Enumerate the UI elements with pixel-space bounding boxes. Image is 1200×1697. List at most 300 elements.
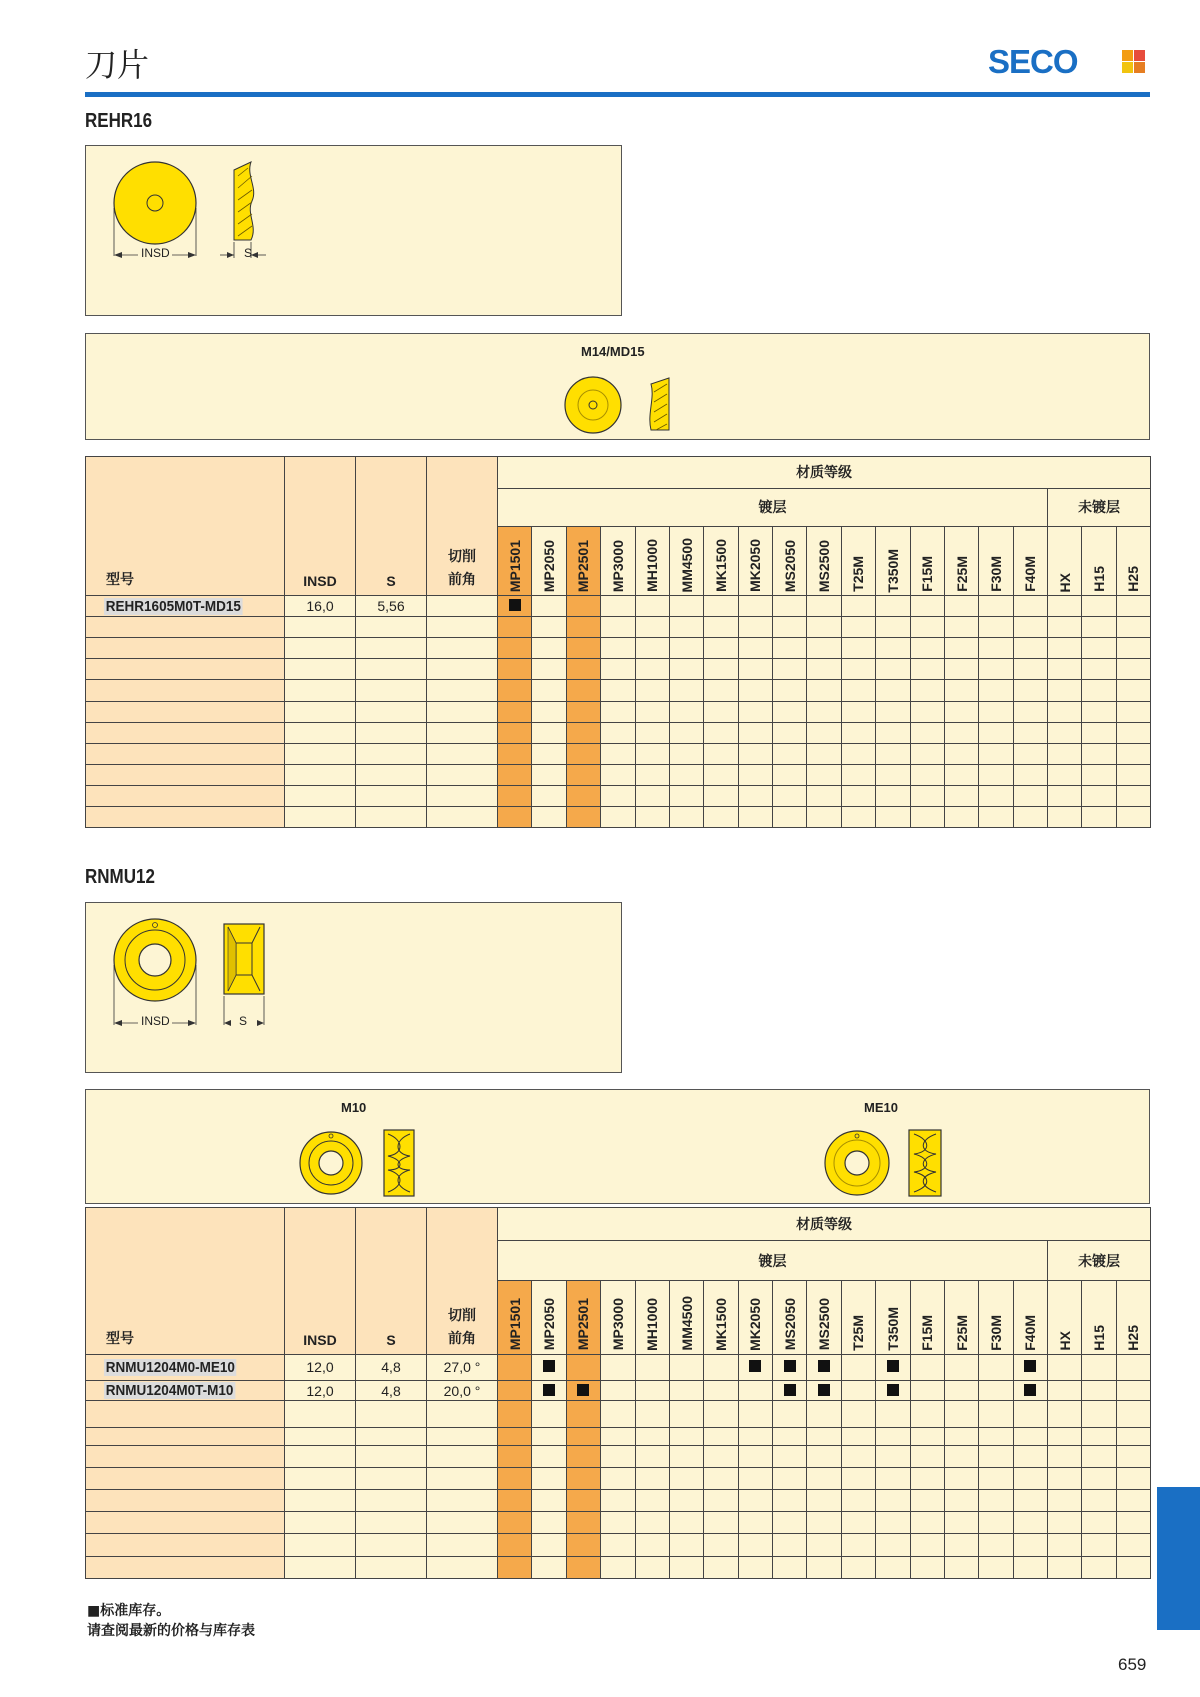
- stock-cell-mp2050: [532, 1556, 566, 1578]
- stock-cell-t25m: [841, 1490, 875, 1512]
- stock-cell-f15m: [910, 617, 944, 638]
- stock-cell-f25m: [944, 722, 978, 743]
- stock-cell-ms2050: [773, 1354, 807, 1381]
- stock-cell-mp1501: [498, 743, 532, 764]
- stock-cell-mh1000: [635, 596, 669, 617]
- grade-group-header: 材质等级: [498, 1208, 1151, 1241]
- stock-cell-mk2050: [738, 1381, 772, 1401]
- grade-header-ms2050: MS2050: [773, 526, 807, 596]
- stock-cell-mp3000: [601, 1512, 635, 1534]
- stock-cell-mk1500: [704, 1401, 738, 1428]
- stock-cell-f30m: [979, 701, 1013, 722]
- cell-s: [356, 638, 427, 659]
- stock-cell-mk2050: [738, 1556, 772, 1578]
- stock-cell-t25m: [841, 638, 875, 659]
- stock-cell-f30m: [979, 722, 1013, 743]
- stock-cell-mm4500: [669, 1534, 703, 1556]
- stock-cell-mp3000: [601, 1401, 635, 1428]
- stock-cell-mk1500: [704, 680, 738, 701]
- stock-cell-ms2050: [773, 1534, 807, 1556]
- stock-cell-t350m: [876, 596, 910, 617]
- grade-header-h25: H25: [1116, 1281, 1150, 1354]
- grade-header-f25m: F25M: [944, 1281, 978, 1354]
- stock-cell-ms2500: [807, 764, 841, 785]
- stock-cell-hx: [1048, 1401, 1082, 1428]
- stock-cell-mh1000: [635, 1534, 669, 1556]
- cell-model: [86, 785, 285, 806]
- stock-cell-mk1500: [704, 806, 738, 827]
- stock-cell-mk1500: [704, 638, 738, 659]
- variant-label-me10: ME10: [864, 1100, 898, 1115]
- cell-angle: [427, 806, 498, 827]
- cell-model: [86, 1354, 285, 1381]
- stock-cell-f40m: [1013, 1490, 1047, 1512]
- stock-cell-mm4500: [669, 722, 703, 743]
- stock-cell-mp2501: [566, 659, 600, 680]
- stock-cell-t25m: [841, 1401, 875, 1428]
- stock-cell-mm4500: [669, 701, 703, 722]
- stock-cell-ms2050: [773, 1427, 807, 1445]
- stock-cell-mm4500: [669, 1490, 703, 1512]
- stock-cell-f25m: [944, 806, 978, 827]
- stock-cell-mk1500: [704, 785, 738, 806]
- stock-cell-ms2050: [773, 659, 807, 680]
- cell-angle: 27,0 °: [427, 1354, 498, 1381]
- stock-cell-t25m: [841, 1467, 875, 1489]
- stock-cell-t25m: [841, 743, 875, 764]
- grade-header-f15m: F15M: [910, 1281, 944, 1354]
- stock-cell-mp1501: [498, 1381, 532, 1401]
- stock-legend: ■标准库存。: [87, 1603, 171, 1619]
- stock-cell-f25m: [944, 680, 978, 701]
- section-title-rnmu12: RNMU12: [85, 866, 155, 888]
- stock-cell-mk2050: [738, 806, 772, 827]
- stock-cell-t25m: [841, 1534, 875, 1556]
- grade-header-mp2050: MP2050: [532, 1281, 566, 1354]
- cell-model: [86, 1467, 285, 1489]
- cell-insd: [285, 806, 356, 827]
- cell-s: [356, 617, 427, 638]
- cell-s: [356, 764, 427, 785]
- stock-cell-ms2500: [807, 1556, 841, 1578]
- stock-cell-mp2050: [532, 1445, 566, 1467]
- stock-cell-mp3000: [601, 764, 635, 785]
- stock-cell-mm4500: [669, 1381, 703, 1401]
- stock-mark-icon: [887, 1384, 899, 1396]
- table-row: [86, 1467, 1151, 1489]
- stock-cell-t350m: [876, 1445, 910, 1467]
- cell-insd: [285, 680, 356, 701]
- cell-model: [86, 1445, 285, 1467]
- stock-cell-hx: [1048, 1427, 1082, 1445]
- stock-cell-mh1000: [635, 1490, 669, 1512]
- stock-cell-f25m: [944, 617, 978, 638]
- stock-cell-f30m: [979, 1490, 1013, 1512]
- grade-header-mh1000: MH1000: [635, 1281, 669, 1354]
- cell-insd: [285, 743, 356, 764]
- cell-insd: [285, 1427, 356, 1445]
- stock-cell-f15m: [910, 1556, 944, 1578]
- cell-model: [86, 1427, 285, 1445]
- stock-cell-h15: [1082, 1556, 1116, 1578]
- stock-cell-hx: [1048, 1534, 1082, 1556]
- stock-cell-mp3000: [601, 1556, 635, 1578]
- grade-header-f25m: F25M: [944, 526, 978, 596]
- cell-insd: [285, 638, 356, 659]
- stock-cell-mp2050: [532, 1401, 566, 1428]
- col-header-insd: INSD: [285, 457, 356, 596]
- rnmu12-dimension-drawing: [86, 903, 621, 1072]
- stock-cell-f30m: [979, 1401, 1013, 1428]
- stock-cell-ms2500: [807, 743, 841, 764]
- stock-cell-mp1501: [498, 1401, 532, 1428]
- stock-cell-mp2501: [566, 1556, 600, 1578]
- stock-cell-mh1000: [635, 1381, 669, 1401]
- stock-cell-f25m: [944, 1556, 978, 1578]
- stock-cell-h15: [1082, 659, 1116, 680]
- rehr16-dimension-drawing: [86, 146, 621, 315]
- me10-insert-drawing: [821, 1126, 951, 1200]
- cell-insd: [285, 1512, 356, 1534]
- stock-cell-h25: [1116, 659, 1150, 680]
- stock-cell-mk1500: [704, 1512, 738, 1534]
- stock-cell-ms2050: [773, 596, 807, 617]
- price-note: 请查阅最新的价格与库存表: [87, 1623, 255, 1639]
- stock-cell-t350m: [876, 764, 910, 785]
- cell-s: [356, 1467, 427, 1489]
- stock-mark-icon: [784, 1384, 796, 1396]
- stock-cell-mp2050: [532, 785, 566, 806]
- stock-cell-mm4500: [669, 1445, 703, 1467]
- col-header-model: 型号: [86, 1208, 285, 1355]
- uncoated-header: 未镀层: [1048, 488, 1151, 526]
- stock-cell-mk1500: [704, 1427, 738, 1445]
- grade-header-t25m: T25M: [841, 526, 875, 596]
- stock-cell-mk2050: [738, 1512, 772, 1534]
- stock-cell-t25m: [841, 1354, 875, 1381]
- stock-cell-mp2501: [566, 764, 600, 785]
- header-rule: [85, 92, 1150, 97]
- stock-mark-icon: [1024, 1360, 1036, 1372]
- stock-cell-mp3000: [601, 1445, 635, 1467]
- stock-cell-f40m: [1013, 1467, 1047, 1489]
- cell-angle: [427, 764, 498, 785]
- stock-cell-t350m: [876, 785, 910, 806]
- stock-cell-mh1000: [635, 743, 669, 764]
- stock-cell-mm4500: [669, 659, 703, 680]
- cell-insd: [285, 1467, 356, 1489]
- stock-cell-t25m: [841, 1381, 875, 1401]
- stock-cell-mk2050: [738, 680, 772, 701]
- stock-cell-mp3000: [601, 806, 635, 827]
- grade-header-t350m: T350M: [876, 1281, 910, 1354]
- stock-cell-mp3000: [601, 1467, 635, 1489]
- stock-cell-mk1500: [704, 1556, 738, 1578]
- stock-cell-h25: [1116, 1427, 1150, 1445]
- stock-cell-ms2050: [773, 1512, 807, 1534]
- table-row: [86, 1490, 1151, 1512]
- s-dimension-label: S: [239, 1014, 248, 1028]
- stock-cell-mk1500: [704, 617, 738, 638]
- stock-cell-ms2500: [807, 1490, 841, 1512]
- stock-cell-f40m: [1013, 743, 1047, 764]
- stock-cell-mk2050: [738, 1427, 772, 1445]
- stock-cell-ms2050: [773, 806, 807, 827]
- stock-mark-icon: [784, 1360, 796, 1372]
- stock-cell-mp1501: [498, 1467, 532, 1489]
- stock-cell-mm4500: [669, 806, 703, 827]
- stock-cell-f15m: [910, 764, 944, 785]
- stock-cell-hx: [1048, 659, 1082, 680]
- stock-cell-h15: [1082, 1401, 1116, 1428]
- stock-cell-mp2050: [532, 806, 566, 827]
- cell-angle: [427, 596, 498, 617]
- grade-header-mh1000: MH1000: [635, 526, 669, 596]
- stock-cell-f15m: [910, 1512, 944, 1534]
- stock-cell-f25m: [944, 743, 978, 764]
- stock-cell-ms2050: [773, 1490, 807, 1512]
- stock-cell-mp3000: [601, 701, 635, 722]
- table-row: [86, 722, 1151, 743]
- table-row: [86, 638, 1151, 659]
- cell-angle: [427, 617, 498, 638]
- stock-cell-mp1501: [498, 1490, 532, 1512]
- stock-cell-mp2050: [532, 1534, 566, 1556]
- stock-cell-f25m: [944, 701, 978, 722]
- stock-cell-mp1501: [498, 1445, 532, 1467]
- stock-cell-mk2050: [738, 617, 772, 638]
- table-row: [86, 806, 1151, 827]
- stock-cell-mm4500: [669, 743, 703, 764]
- grade-header-mp3000: MP3000: [601, 526, 635, 596]
- stock-mark-icon: [1024, 1384, 1036, 1396]
- grade-header-h15: H15: [1082, 526, 1116, 596]
- stock-cell-ms2050: [773, 617, 807, 638]
- cell-s: 5,56: [356, 596, 427, 617]
- stock-cell-mh1000: [635, 1445, 669, 1467]
- stock-cell-f30m: [979, 743, 1013, 764]
- stock-cell-mp3000: [601, 743, 635, 764]
- stock-cell-hx: [1048, 596, 1082, 617]
- stock-cell-f15m: [910, 743, 944, 764]
- stock-cell-mp1501: [498, 1534, 532, 1556]
- s-dimension-label: S: [244, 246, 253, 260]
- stock-cell-hx: [1048, 1490, 1082, 1512]
- m10-insert-drawing: [296, 1126, 426, 1200]
- cell-model: [86, 806, 285, 827]
- stock-cell-t350m: [876, 1556, 910, 1578]
- stock-cell-mp2050: [532, 1381, 566, 1401]
- stock-cell-t350m: [876, 1427, 910, 1445]
- stock-cell-mk1500: [704, 764, 738, 785]
- stock-cell-mh1000: [635, 1401, 669, 1428]
- stock-cell-h15: [1082, 596, 1116, 617]
- stock-cell-mp2501: [566, 1427, 600, 1445]
- stock-cell-mh1000: [635, 1427, 669, 1445]
- stock-cell-t25m: [841, 1427, 875, 1445]
- stock-cell-hx: [1048, 638, 1082, 659]
- stock-cell-t350m: [876, 1354, 910, 1381]
- stock-cell-mp3000: [601, 1381, 635, 1401]
- coated-header: 镀层: [498, 1241, 1048, 1281]
- stock-cell-mm4500: [669, 596, 703, 617]
- cell-model: [86, 1512, 285, 1534]
- table-row: [86, 743, 1151, 764]
- stock-cell-t25m: [841, 764, 875, 785]
- stock-cell-h15: [1082, 680, 1116, 701]
- stock-cell-t25m: [841, 1512, 875, 1534]
- stock-cell-f30m: [979, 1467, 1013, 1489]
- stock-cell-h15: [1082, 701, 1116, 722]
- stock-cell-f25m: [944, 1427, 978, 1445]
- table-row: [86, 764, 1151, 785]
- grade-header-mk1500: MK1500: [704, 1281, 738, 1354]
- stock-cell-mp2050: [532, 764, 566, 785]
- stock-cell-ms2500: [807, 659, 841, 680]
- stock-cell-f30m: [979, 1534, 1013, 1556]
- stock-cell-ms2500: [807, 1534, 841, 1556]
- stock-cell-mk1500: [704, 659, 738, 680]
- table-row: [86, 785, 1151, 806]
- stock-cell-t350m: [876, 1381, 910, 1401]
- stock-cell-t25m: [841, 659, 875, 680]
- stock-mark-icon: [543, 1360, 555, 1372]
- stock-mark-icon: [543, 1384, 555, 1396]
- stock-cell-mk2050: [738, 722, 772, 743]
- stock-cell-t25m: [841, 722, 875, 743]
- stock-cell-f30m: [979, 659, 1013, 680]
- grade-header-h15: H15: [1082, 1281, 1116, 1354]
- stock-cell-mp1501: [498, 596, 532, 617]
- stock-cell-mp2501: [566, 785, 600, 806]
- grade-header-hx: HX: [1048, 1281, 1082, 1354]
- stock-cell-f40m: [1013, 806, 1047, 827]
- stock-cell-mp2501: [566, 596, 600, 617]
- stock-mark-icon: [818, 1384, 830, 1396]
- stock-cell-mp2050: [532, 743, 566, 764]
- stock-cell-mh1000: [635, 1354, 669, 1381]
- stock-cell-h15: [1082, 743, 1116, 764]
- chapter-side-tab: [1157, 1487, 1200, 1630]
- stock-cell-ms2500: [807, 617, 841, 638]
- stock-cell-t25m: [841, 596, 875, 617]
- cell-s: [356, 722, 427, 743]
- stock-cell-h15: [1082, 638, 1116, 659]
- coated-header: 镀层: [498, 488, 1048, 526]
- stock-cell-f15m: [910, 1427, 944, 1445]
- stock-cell-mp2050: [532, 659, 566, 680]
- cell-s: [356, 1401, 427, 1428]
- stock-cell-f15m: [910, 596, 944, 617]
- col-header-cut-angle: 切削 前角: [427, 1208, 498, 1355]
- stock-cell-h25: [1116, 596, 1150, 617]
- grade-header-f30m: F30M: [979, 1281, 1013, 1354]
- stock-cell-h25: [1116, 638, 1150, 659]
- stock-mark-icon: [887, 1360, 899, 1372]
- cell-insd: [285, 1490, 356, 1512]
- stock-cell-mp3000: [601, 638, 635, 659]
- stock-cell-f15m: [910, 1534, 944, 1556]
- stock-cell-h25: [1116, 1381, 1150, 1401]
- stock-cell-t350m: [876, 680, 910, 701]
- stock-cell-mh1000: [635, 785, 669, 806]
- table-row: [86, 617, 1151, 638]
- stock-cell-mp2050: [532, 722, 566, 743]
- stock-cell-t350m: [876, 701, 910, 722]
- stock-cell-f25m: [944, 1534, 978, 1556]
- stock-cell-h25: [1116, 743, 1150, 764]
- stock-cell-f25m: [944, 785, 978, 806]
- stock-cell-mk2050: [738, 1401, 772, 1428]
- col-header-cut-angle: 切削 前角: [427, 457, 498, 596]
- stock-cell-f25m: [944, 638, 978, 659]
- stock-cell-h25: [1116, 1556, 1150, 1578]
- table-row: [86, 680, 1151, 701]
- stock-cell-f30m: [979, 764, 1013, 785]
- grade-header-mm4500: MM4500: [669, 526, 703, 596]
- grade-group-header: 材质等级: [498, 457, 1151, 489]
- grade-header-mp2501: MP2501: [566, 526, 600, 596]
- rnmu12-dimension-panel: [85, 902, 622, 1073]
- stock-cell-mk1500: [704, 1534, 738, 1556]
- stock-cell-ms2500: [807, 1427, 841, 1445]
- stock-cell-mp2501: [566, 1512, 600, 1534]
- stock-cell-mk2050: [738, 1354, 772, 1381]
- stock-cell-mp2501: [566, 1381, 600, 1401]
- stock-cell-f30m: [979, 1556, 1013, 1578]
- grade-header-f40m: F40M: [1013, 526, 1047, 596]
- stock-mark-icon: [818, 1360, 830, 1372]
- stock-cell-h15: [1082, 1490, 1116, 1512]
- stock-cell-t25m: [841, 785, 875, 806]
- cell-model: [86, 596, 285, 617]
- stock-cell-mm4500: [669, 1512, 703, 1534]
- stock-cell-mh1000: [635, 1556, 669, 1578]
- stock-cell-mh1000: [635, 764, 669, 785]
- stock-cell-hx: [1048, 617, 1082, 638]
- stock-cell-ms2500: [807, 701, 841, 722]
- table-row: [86, 1381, 1151, 1401]
- stock-cell-f40m: [1013, 680, 1047, 701]
- stock-cell-ms2500: [807, 596, 841, 617]
- stock-cell-mp2050: [532, 1467, 566, 1489]
- stock-cell-mp2501: [566, 1401, 600, 1428]
- stock-cell-hx: [1048, 1512, 1082, 1534]
- stock-cell-mp1501: [498, 1354, 532, 1381]
- stock-cell-mm4500: [669, 638, 703, 659]
- table-row: [86, 1427, 1151, 1445]
- stock-cell-f40m: [1013, 1556, 1047, 1578]
- grade-header-mp1501: MP1501: [498, 1281, 532, 1354]
- cell-model: [86, 659, 285, 680]
- stock-cell-mk2050: [738, 785, 772, 806]
- stock-cell-t350m: [876, 1490, 910, 1512]
- cell-insd: [285, 722, 356, 743]
- stock-cell-t350m: [876, 659, 910, 680]
- stock-cell-f40m: [1013, 1381, 1047, 1401]
- stock-cell-h25: [1116, 1445, 1150, 1467]
- stock-cell-f15m: [910, 1445, 944, 1467]
- stock-cell-mp3000: [601, 659, 635, 680]
- stock-cell-t25m: [841, 1556, 875, 1578]
- stock-cell-mm4500: [669, 1467, 703, 1489]
- stock-cell-mp1501: [498, 617, 532, 638]
- stock-cell-ms2050: [773, 680, 807, 701]
- stock-cell-h25: [1116, 1354, 1150, 1381]
- cell-s: [356, 680, 427, 701]
- section-title-rehr16: REHR16: [85, 110, 153, 132]
- stock-cell-mk2050: [738, 638, 772, 659]
